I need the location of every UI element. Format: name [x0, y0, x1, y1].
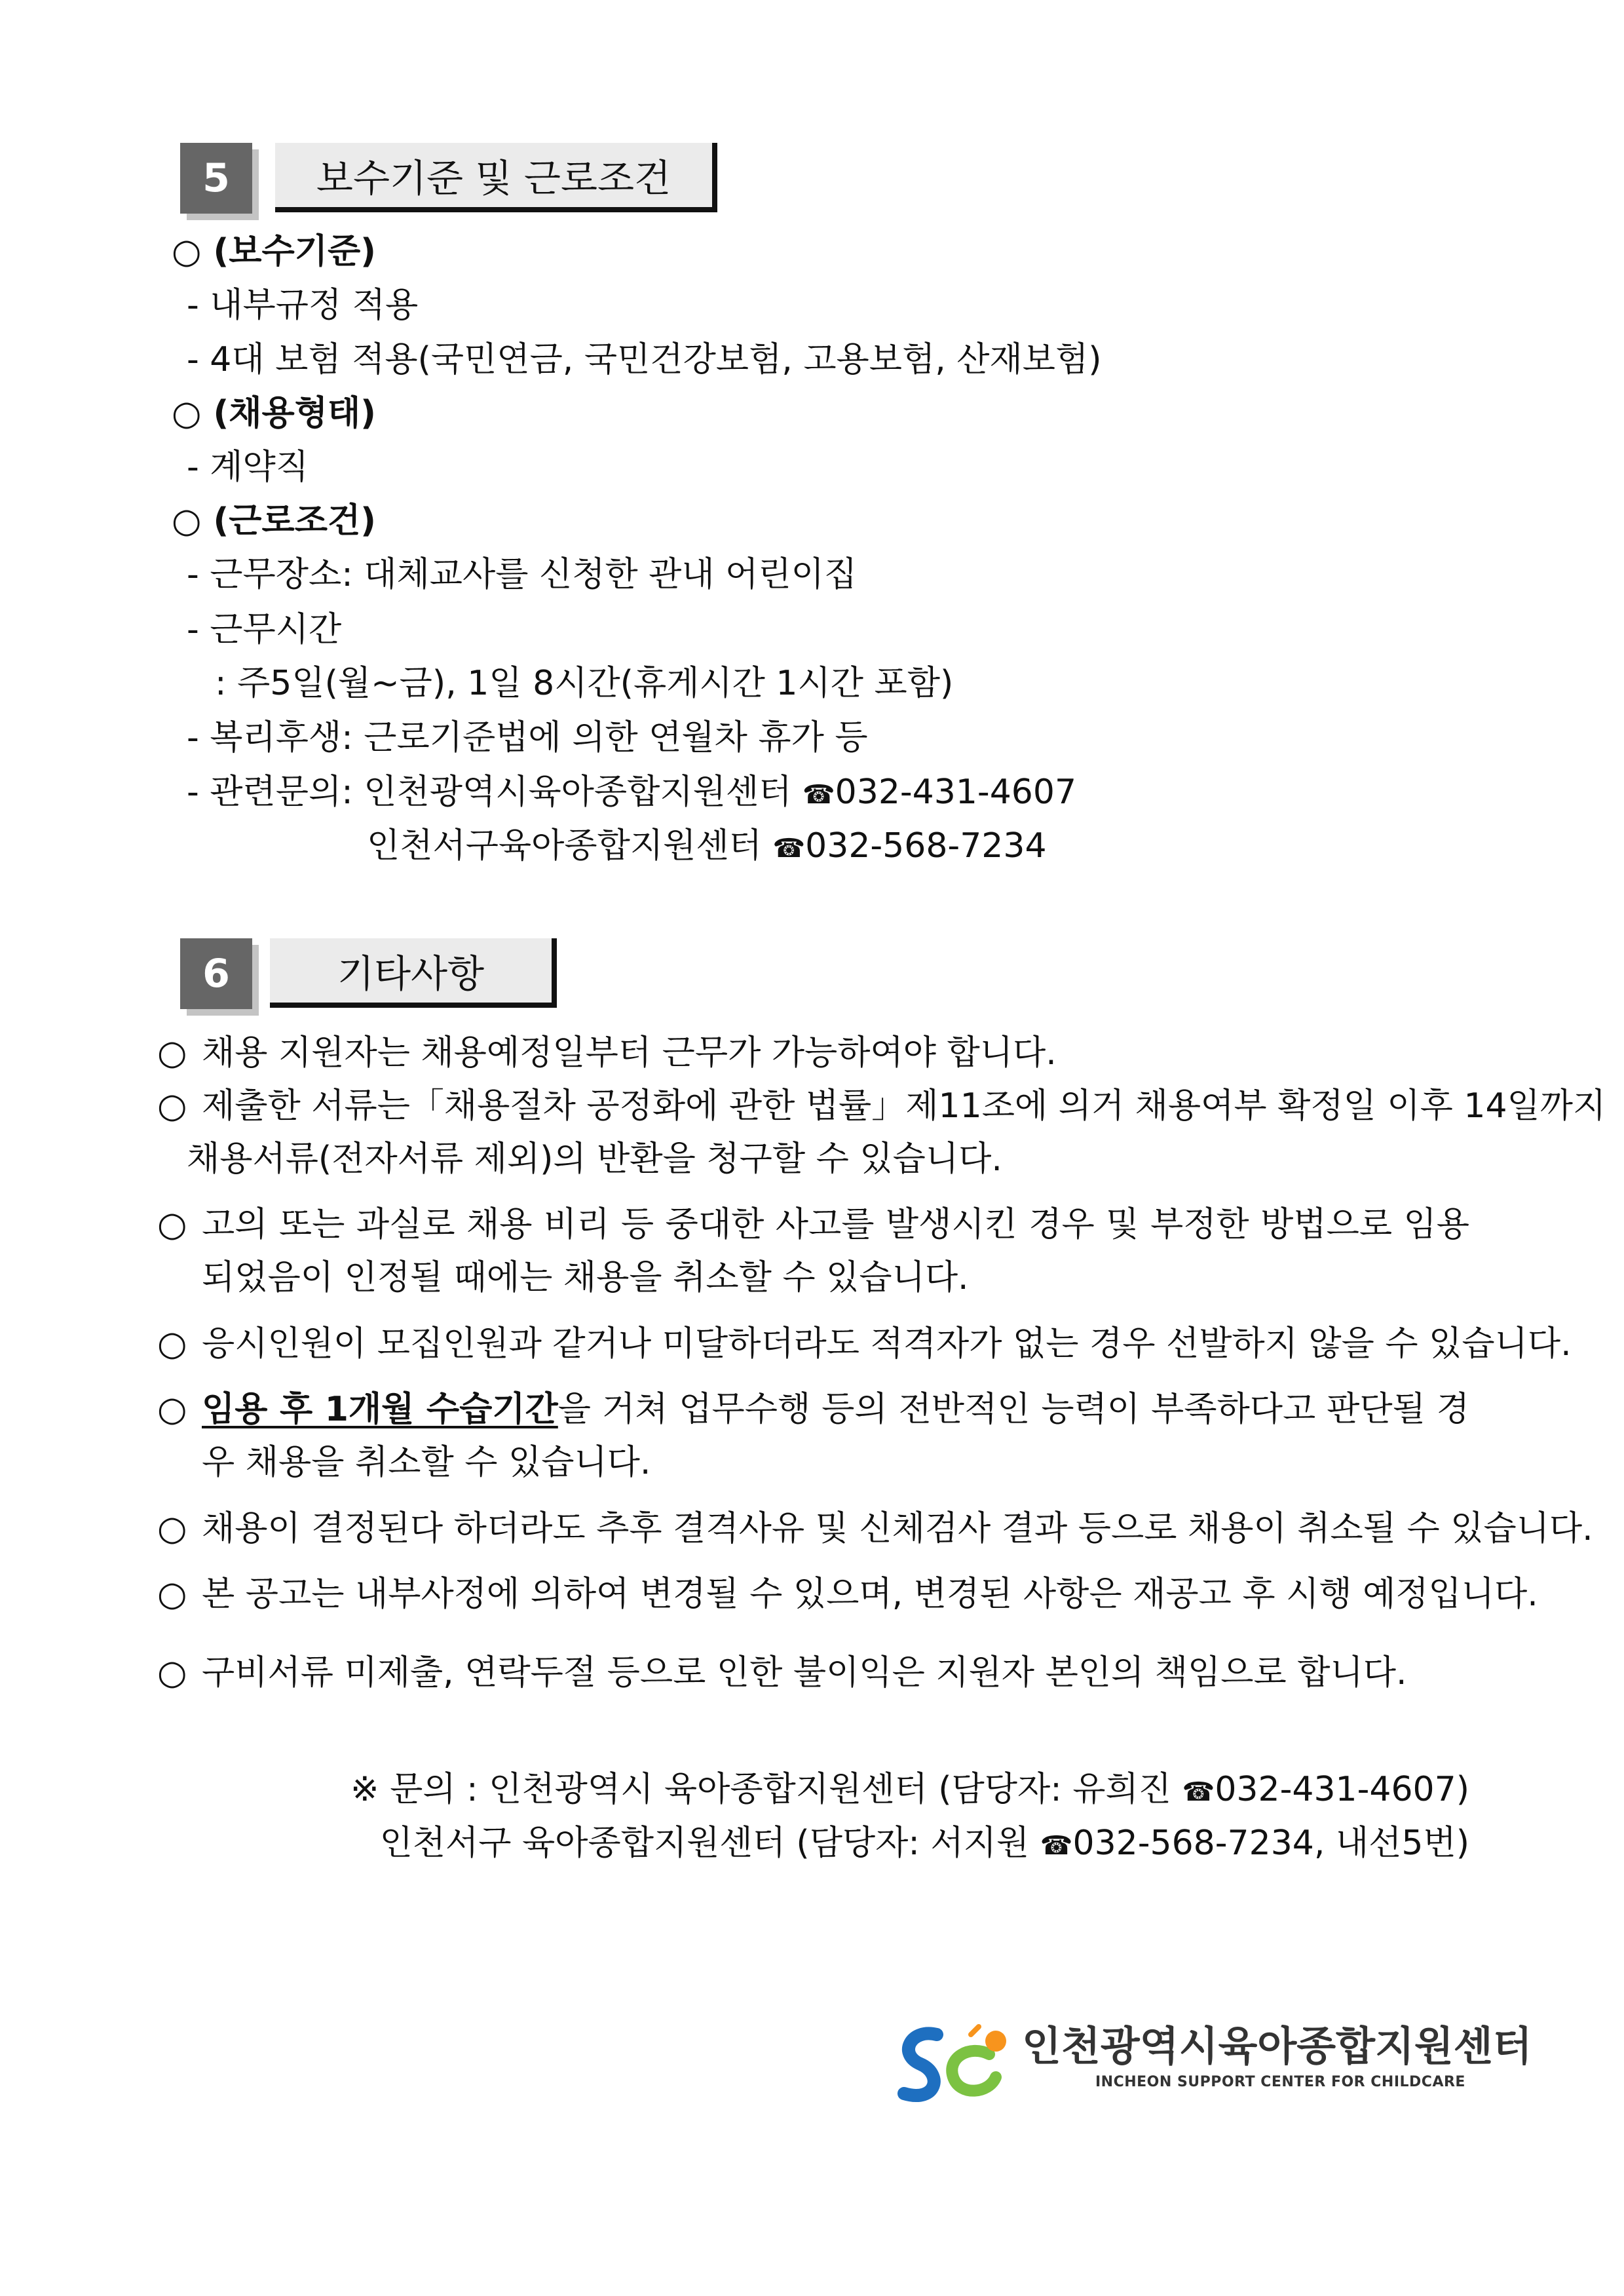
employment-heading-label: (채용형태) [213, 394, 376, 433]
other-item-7: 본 공고는 내부사정에 의하여 변경될 수 있으며, 변경된 사항은 재공고 후 시행 예정입니다. [202, 1575, 1538, 1614]
other-item-5b: 우 채용을 취소할 수 있습니다. [202, 1443, 651, 1482]
bullet-circle: ○ [172, 501, 202, 541]
bullet-circle: ○ [172, 232, 202, 271]
logo-mark-icon [891, 2008, 1015, 2120]
contact-2-phone: 032-568-7234, 내선5번) [1072, 1824, 1469, 1863]
section-5-header [180, 143, 717, 214]
contact-line-2 [380, 1823, 1469, 1864]
section-5-number: 5 [180, 143, 252, 214]
other-bullet-6: ○ [157, 1509, 187, 1548]
pay-heading-label: (보수기준) [213, 232, 376, 271]
conditions-heading [172, 501, 376, 541]
inquiry-phone-2: 032-568-7234 [805, 826, 1047, 866]
inquiry-label: - 관련문의: [187, 773, 364, 812]
bullet-circle: ○ [172, 394, 202, 433]
other-item-1: 채용 지원자는 채용예정일부터 근무가 가능하여야 합니다. [202, 1033, 1057, 1073]
pay-item-insurance: - 4대 보험 적용(국민연금, 국민건강보험, 고용보험, 산재보험) [187, 340, 1102, 379]
conditions-hours-detail: : 주5일(월~금), 1일 8시간(휴게시간 1시간 포함) [215, 664, 954, 703]
conditions-inquiry-2 [367, 826, 1047, 866]
section-5-title: 보수기준 및 근로조건 [275, 143, 717, 212]
logo-name-ko: 인천광역시육아종합지원센터 [1022, 2022, 1532, 2070]
contact-2-text: 인천서구 육아종합지원센터 (담당자: 서지원 [379, 1824, 1040, 1863]
employment-heading [172, 393, 376, 434]
section-6-number: 6 [180, 938, 252, 1009]
other-bullet-8: ○ [157, 1653, 187, 1693]
other-item-4: 응시인원이 모집인원과 같거나 미달하더라도 적격자가 없는 경우 선발하지 않을 수 있습니다. [202, 1324, 1572, 1364]
contact-1-phone: 032-431-4607) [1215, 1770, 1469, 1809]
center-logo [891, 2008, 1532, 2120]
phone-icon: ☎ [772, 833, 806, 864]
other-item-5a [202, 1389, 1469, 1430]
conditions-welfare: - 복리후생: 근로기준법에 의한 연월차 휴가 등 [187, 718, 868, 757]
other-item-3a: 고의 또는 과실로 채용 비리 등 중대한 사고를 발생시킨 경우 및 부정한 방법으로 임용 [202, 1205, 1469, 1244]
other-bullet-4: ○ [157, 1324, 187, 1364]
pay-item-internal: - 내부규정 적용 [187, 286, 419, 325]
contact-line-1 [350, 1769, 1469, 1810]
phone-icon: ☎ [802, 780, 835, 810]
inquiry-phone-1: 032-431-4607 [835, 773, 1077, 812]
pay-heading [172, 231, 376, 272]
conditions-heading-label: (근로조건) [213, 501, 376, 541]
other-bullet-5: ○ [157, 1390, 187, 1429]
other-item-2a: 제출한 서류는「채용절차 공정화에 관한 법률」제11조에 의거 채용여부 확정일 이후 14일까지 [202, 1086, 1606, 1126]
conditions-inquiry-1 [187, 772, 1076, 813]
employment-item-contract: - 계약직 [187, 448, 309, 487]
other-item-8: 구비서류 미제출, 연락두절 등으로 인한 불이익은 지원자 본인의 책임으로 합니다. [202, 1653, 1407, 1693]
other-bullet-7: ○ [157, 1575, 187, 1614]
inquiry-center-2: 인천서구육아종합지원센터 [367, 826, 773, 866]
phone-icon: ☎ [1182, 1777, 1215, 1807]
logo-name-en: INCHEON SUPPORT CENTER FOR CHILDCARE [1095, 2074, 1465, 2090]
other-item-3b: 되었음이 인정될 때에는 채용을 취소할 수 있습니다. [202, 1258, 969, 1297]
phone-icon: ☎ [1040, 1831, 1073, 1861]
other-bullet-3: ○ [157, 1205, 187, 1244]
inquiry-center-1: 인천광역시육아종합지원센터 [364, 773, 803, 812]
section-6-header [180, 938, 557, 1009]
conditions-hours-label: - 근무시간 [187, 610, 342, 649]
other-item-5a-text: 을 거쳐 업무수행 등의 전반적인 능력이 부족하다고 판단될 경 [557, 1390, 1469, 1429]
conditions-workplace: - 근무장소: 대체교사를 신청한 관내 어린이집 [187, 555, 858, 594]
section-6-title: 기타사항 [270, 938, 557, 1008]
other-bullet-1: ○ [157, 1033, 187, 1073]
probation-emphasis: 임용 후 1개월 수습기간 [202, 1390, 558, 1429]
other-bullet-2: ○ [157, 1086, 187, 1126]
other-item-6: 채용이 결정된다 하더라도 추후 결격사유 및 신체검사 결과 등으로 채용이 취소될 수 있습니다. [202, 1509, 1593, 1548]
contact-1-text: ※ 문의 : 인천광역시 육아종합지원센터 (담당자: 유희진 [350, 1770, 1182, 1809]
other-item-2b: 채용서류(전자서류 제외)의 반환을 청구할 수 있습니다. [187, 1139, 1002, 1179]
